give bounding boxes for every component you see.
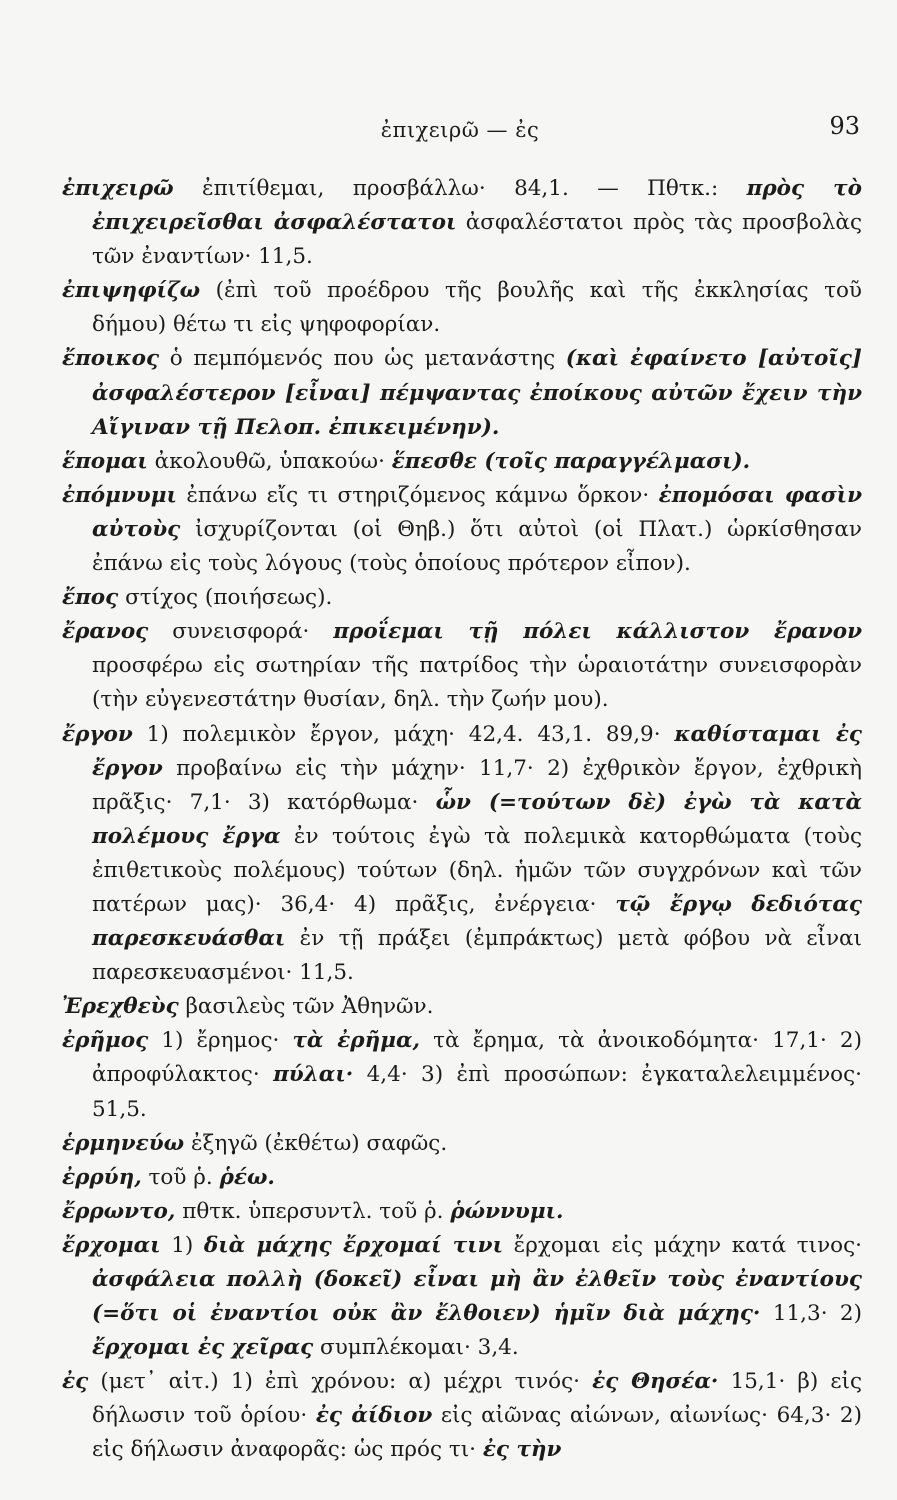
dictionary-entry: ἔρρωντο, πθτκ. ὑπερσυντλ. τοῦ ῥ. ῥώννυμι. (62, 1198, 564, 1224)
dictionary-entry: Ἐρεχθεὺς βασιλεὺς τῶν Ἀθηνῶν. (62, 994, 434, 1020)
dictionary-entry: ἐρῆμος 1) ἔρημος· τὰ ἐρῆμα, τὰ ἔρημα, τὰ ἀνοικοδόμητα· 17,1· 2) ἀπροφύλακτος· πύλαι· 4,4· 3) ἐπὶ προσώπων: ἐγκαταλελειμμένος· 51,5. (62, 1028, 862, 1122)
dictionary-entry: ἔρανος συνεισφορά· προΐεμαι τῇ πόλει κάλλιστον ἔρανον προσφέρω εἰς σωτηρίαν τῆς πατρίδος τὴν ὡραιοτάτην συνεισφορὰν (τὴν εὐγενεστάτην θυσίαν, δηλ. τὴν ζωήν μου). (62, 619, 862, 713)
dictionary-entry: ἔρχομαι 1) διὰ μάχης ἔρχομαί τινι ἔρχομαι εἰς μάχην κατά τινος· ἀσφάλεια πολλὴ (δοκεῖ) εἶναι μὴ ἂν ἐλθεῖν τοὺς ἐναντίους (=ὅτι οἱ ἐναντίοι οὐκ ἂν ἔλθοιεν) ἡμῖν διὰ μάχης· 11,3· 2) ἔρχομαι ἐς χεῖρας συμπλέκομαι· 3,4. (62, 1232, 862, 1361)
dictionary-entry: ἐς (μετ᾽ αἰτ.) 1) ἐπὶ χρόνου: α) μέχρι τινός· ἐς Θησέα· 15,1· β) εἰς δήλωσιν τοῦ ὁρίου· ἐς ἀίδιον εἰς αἰῶνας αἰώνων, αἰωνίως· 64,3· 2) εἰς δήλωσιν ἀναφορᾶς: ὡς πρός τι· ἐς τὴν (62, 1369, 862, 1463)
dictionary-entry: ἕπομαι ἀκολουθῶ, ὑπακούω· ἕπεσθε (τοῖς παραγγέλμασι). (62, 448, 751, 474)
page-number: 93 (829, 112, 860, 140)
dictionary-entry: ἐρρύη, τοῦ ῥ. ῥέω. (62, 1164, 275, 1190)
dictionary-entry: ἔπος στίχος (ποιήσεως). (62, 585, 333, 611)
page-header (60, 112, 860, 152)
dictionary-entry: ἔργον 1) πολεμικὸν ἔργον, μάχη· 42,4. 43,1. 89,9· καθίσταμαι ἐς ἔργον προβαίνω εἰς τὴν μάχην· 11,7· 2) ἐχθρικὸν ἔργον, ἐχθρικὴ πρᾶξις· 7,1· 3) κατόρθωμα· ὧν (=τούτων δὲ) ἐγὼ τὰ κατὰ πολέμους ἔργα ἐν τούτοις ἐγὼ τὰ πολεμικὰ κατορθώματα (τοὺς ἐπιθετικοὺς πολέμους) τούτων (δηλ. ἡμῶν τῶν συγχρόνων καὶ τῶν πατέρων μας)· 36,4· 4) πρᾶξις, ἐνέργεια· τῷ ἔργῳ δεδιότας παρεσκευάσθαι ἐν τῇ πράξει (ἐμπράκτως) μετὰ φόβου νὰ εἶναι παρεσκευασμένοι· 11,5. (62, 721, 862, 986)
dictionary-entry: ἐπιψηφίζω (ἐπὶ τοῦ προέδρου τῆς βουλῆς καὶ τῆς ἐκκλησίας τοῦ δήμου) θέτω τι εἰς ψηφοφορίαν. (62, 278, 862, 338)
dictionary-entry: ἐπιχειρῶ ἐπιτίθεμαι, προσβάλλω· 84,1. — Πθτκ.: πρὸς τὸ ἐπιχειρεῖσθαι ἀσφαλέστατοι ἀσφαλέστατοι πρὸς τὰς προσβολὰς τῶν ἐναντίων· 11,5. (62, 176, 862, 270)
running-head: ἐπιχειρῶ — ἐς (380, 118, 540, 142)
dictionary-entry: ἔποικος ὁ πεμπόμενός που ὡς μετανάστης (καὶ ἐφαίνετο [αὐτοῖς] ἀσφαλέστερον [εἶναι] πέμψαντας ἐποίκους αὐτῶν ἔχειν τὴν Αἴγιναν τῇ Πελοπ. ἐπικειμένην). (62, 346, 862, 440)
dictionary-entries (62, 172, 862, 1468)
dictionary-entry: ἐπόμνυμι ἐπάνω εἴς τι στηριζόμενος κάμνω ὅρκον· ἐπομόσαι φασὶν αὐτοὺς ἰσχυρίζονται (οἱ Θηβ.) ὅτι αὐτοὶ (οἱ Πλατ.) ὡρκίσθησαν ἐπάνω εἰς τοὺς λόγους (τοὺς ὁποίους πρότερον εἶπον). (62, 482, 863, 577)
dictionary-entry: ἑρμηνεύω ἐξηγῶ (ἐκθέτω) σαφῶς. (62, 1130, 448, 1156)
